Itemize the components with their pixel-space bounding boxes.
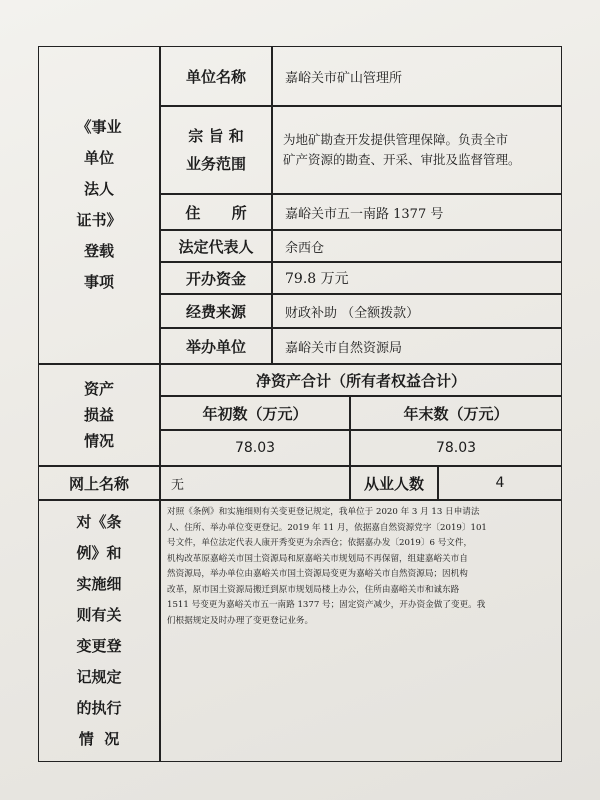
net-assets-header: 净资产合计（所有者权益合计）	[160, 364, 562, 396]
regulations-text-line: 改革，原市国土资源局搬迁到原市规划局楼上办公，住所由嘉峪关市和诚东路	[167, 584, 460, 595]
regulations-section-label	[38, 500, 160, 762]
online-name-value: 无	[160, 466, 350, 500]
label-line: 的执行	[76, 699, 122, 717]
regulations-text-line: 机构改革原嘉峪关市国土资源局和原嘉峪关市规划局不再保留，组建嘉峪关市自	[167, 553, 468, 564]
label-line: 对《条	[76, 513, 122, 531]
sponsor-value: 嘉峪关市自然资源局	[272, 328, 562, 364]
regulations-text	[160, 500, 562, 762]
regulations-text-line: 1511 号变更为嘉峪关市五一南路 1377 号；固定资产减少，开办资金做了变更。我	[167, 600, 486, 610]
regulations-text-line: 们根据规定及时办理了变更登记业务。	[167, 615, 314, 626]
address-label: 住 所	[160, 194, 272, 230]
online-name-label: 网上名称	[38, 466, 160, 500]
legal-rep-label: 法定代表人	[160, 230, 272, 262]
label-line: 单位	[83, 149, 114, 167]
purpose-label-line: 业务范围	[185, 155, 246, 173]
capital-value: 79.8 万元	[272, 262, 562, 294]
label-line: 变更登	[76, 637, 122, 655]
end-year-header: 年末数（万元）	[350, 396, 562, 430]
regulations-text-line: 号文件，单位法定代表人康开秀变更为余西仓；依据嘉办发〔2019〕6 号文件，	[167, 538, 473, 548]
label-line: 法人	[83, 180, 114, 198]
regulations-text-line: 人、住所、举办单位变更登记。2019 年 11 月，依据嘉自然资源党字〔2019〕101	[167, 522, 487, 533]
unit-name-value: 嘉峪关市矿山管理所	[272, 46, 562, 106]
label-line: 则有关	[76, 606, 122, 624]
label-line: 证书》	[76, 211, 122, 229]
label-line: 例》和	[76, 544, 122, 562]
purpose-line: 为地矿勘查开发提供管理保障。负责全市	[283, 132, 509, 147]
address-value: 嘉峪关市五一南路 1377 号	[272, 194, 562, 230]
legal-rep-value: 余西仓	[272, 230, 562, 262]
begin-year-header: 年初数（万元）	[160, 396, 350, 430]
funding-value: 财政补助 （全额拨款）	[272, 294, 562, 328]
purpose-line: 矿产资源的勘查、开采、审批及监督管理。	[283, 152, 521, 167]
label-line: 情况	[83, 432, 114, 450]
label-line: 《事业	[76, 118, 122, 136]
purpose-label	[160, 106, 272, 194]
funding-label: 经费来源	[160, 294, 272, 328]
assets-section-label	[38, 364, 160, 466]
label-line: 记规定	[76, 668, 122, 686]
label-line: 登载	[83, 242, 114, 260]
label-line: 资产	[83, 380, 114, 398]
end-year-value: 78.03	[350, 430, 562, 466]
regulations-text-line: 然资源局，举办单位由嘉峪关市国土资源局变更为嘉峪关市自然资源局；因机构	[167, 569, 468, 579]
registration-section-label	[38, 46, 160, 364]
capital-label: 开办资金	[160, 262, 272, 294]
label-line: 事项	[83, 273, 114, 291]
purpose-value	[272, 106, 562, 194]
label-line: 情 况	[78, 730, 120, 748]
purpose-label-line: 宗 旨 和	[188, 127, 244, 145]
regulations-text-line: 对照《条例》和实施细则有关变更登记规定，我单位于 2020 年 3 月 13 日申请法	[167, 507, 480, 517]
label-line: 实施细	[76, 575, 122, 593]
staff-count-value: 4	[438, 466, 562, 500]
unit-name-label: 单位名称	[160, 46, 272, 106]
sponsor-label: 举办单位	[160, 328, 272, 364]
staff-count-label: 从业人数	[350, 466, 438, 500]
label-line: 损益	[83, 406, 114, 424]
begin-year-value: 78.03	[160, 430, 350, 466]
